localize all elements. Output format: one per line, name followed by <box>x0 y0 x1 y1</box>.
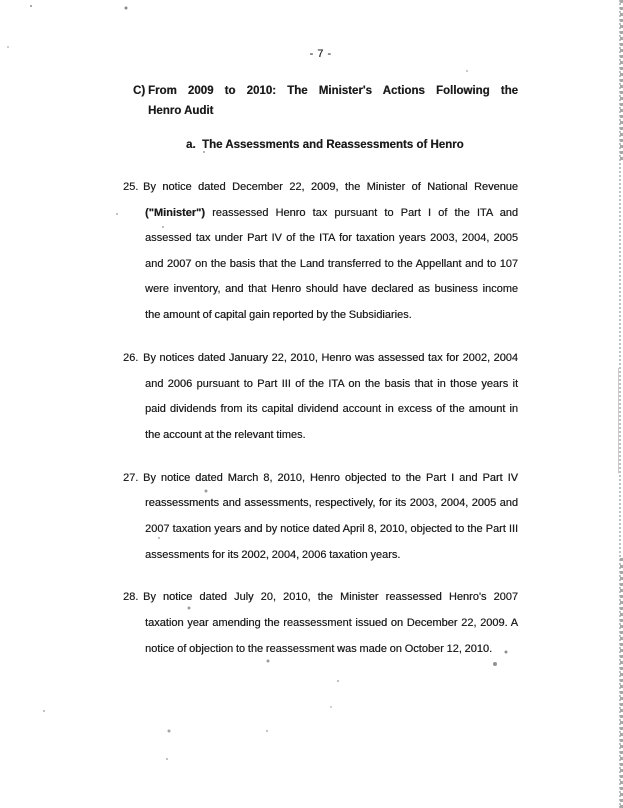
paragraph-text: By notice dated July 20, 2010, the Minister reassessed Henro's 2007 <box>143 591 518 604</box>
paragraph-line <box>145 201 518 227</box>
paragraph-text: reassessed Henro tax pursuant to Part I of the ITA and <box>212 206 518 219</box>
paragraph-line <box>123 466 518 492</box>
paragraph-line: 2007 taxation years and by notice dated April 8, 2010, objected to the Part III <box>145 522 518 535</box>
paragraph-28 <box>123 585 518 662</box>
paragraph-line: were inventory, and that Henro should have declared as business income <box>145 283 518 296</box>
subsection-label: a. <box>186 139 196 151</box>
subsection-heading <box>186 135 518 155</box>
paragraph-line: reassessments and assessments, respectively, for its 2003, 2004, 2005 and <box>145 497 518 510</box>
paragraph-line: assessed tax under Part IV of the ITA for taxation years 2003, 2004, 2005 <box>145 232 518 245</box>
paragraph-line <box>123 175 518 201</box>
paragraph-number: 25. <box>123 181 139 193</box>
bold-defined-term: ("Minister") <box>145 206 205 219</box>
paragraph-line: notice of objection to the reassessment was made on October 12, 2010. <box>145 642 493 655</box>
paragraph-line: taxation year amending the reassessment issued on December 22, 2009. A <box>145 617 518 630</box>
paragraph-number: 26. <box>123 351 139 364</box>
paragraph-27 <box>123 466 518 568</box>
section-label: C) <box>133 85 146 97</box>
paragraph-line: and 2006 pursuant to Part III of the ITA on the basis that in those years it <box>145 377 518 390</box>
paragraph-line: the amount of capital gain reported by the Subsidiaries. <box>145 308 412 321</box>
section-heading-line2: Henro Audit <box>148 105 214 117</box>
subsection-title-text: The Assessments and Reassessments of Henro <box>202 139 464 151</box>
section-title-text: From 2009 to 2010: The Minister's Actions Following the <box>148 85 518 97</box>
scan-noise <box>0 0 2 2</box>
paragraph-text: By notice dated December 22, 2009, the Minister of National Revenue <box>143 181 518 193</box>
scan-edge-artifact-mid <box>618 368 619 473</box>
paragraph-line: assessments for its 2002, 2004, 2006 taxation years. <box>145 548 401 561</box>
paragraph-line: and 2007 on the basis that the Land transferred to the Appellant and to 107 <box>145 257 518 270</box>
paragraph-list <box>123 175 518 662</box>
page-content <box>123 0 518 680</box>
paragraph-line <box>123 346 518 372</box>
paragraph-line: the account at the relevant times. <box>145 428 306 441</box>
section-heading-line1 <box>133 81 518 101</box>
paragraph-line: paid dividends from its capital dividend account in excess of the amount in <box>145 403 518 416</box>
paragraph-text: By notices dated January 22, 2010, Henro was assessed tax for 2002, 2004 <box>143 351 518 364</box>
paragraph-text: By notice dated March 8, 2010, Henro objected to the Part I and Part IV <box>143 471 518 484</box>
paragraph-25 <box>123 175 518 329</box>
section-heading <box>123 81 518 121</box>
paragraph-number: 27. <box>123 471 139 484</box>
paragraph-26 <box>123 346 518 448</box>
paragraph-line <box>123 585 518 611</box>
page-number: - 7 - <box>309 48 332 60</box>
paragraph-number: 28. <box>123 591 139 604</box>
